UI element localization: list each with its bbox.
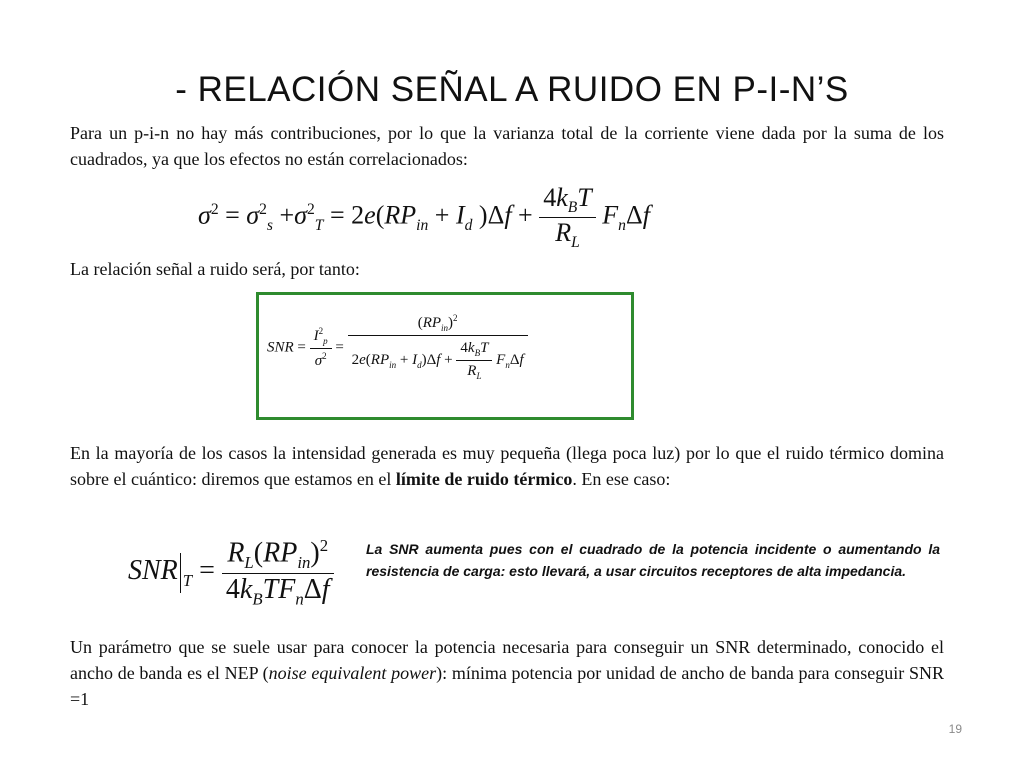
snr-equation: SNR = $\frac{I^2_p}{\sigma^2}$ = $(RP_{in})^2$ $2e(RP_{in} + I_d)\Delta f$ + $\frac{4k_BT}{R_L}$ $F_n\Delta f$ xyxy=(267,311,528,385)
variance-equation: $\sigma^2 = \sigma^2_s +\sigma^2_T = 2e(RP_{in} + I_d$ )Δf + $\frac{4k_BT}{R_L}$ $F_n\Delta f$ xyxy=(198,183,650,252)
slide-title: - RELACIÓN SEÑAL A RUIDO EN P-I-N’S xyxy=(175,70,849,109)
thermal-limit-term: límite de ruido térmico xyxy=(395,469,573,489)
page-number: 19 xyxy=(948,722,962,736)
thermal-snr-equation: SNR $_T$ = $\frac{R_L(RP_{in})^2}{4k_BTF_n\Delta f}$ xyxy=(128,536,334,610)
intro-paragraph: Para un p-i-n no hay más contribuciones, por lo que la varianza total de la corriente viene dada por la suma de los cuadrados, ya que los efectos no están correlacionados: xyxy=(70,123,944,169)
nep-paragraph: Un parámetro que se suele usar para conocer la potencia necesaria para conseguir un SNR determinado, conocido el ancho de banda es el NEP (noise equivalent power): mínima potencia por unidad de ancho de banda para conseguir SNR =1 xyxy=(70,637,944,709)
snr-note: La SNR aumenta pues con el cuadrado de la potencia incidente o aumentando la resistencia de carga: esto llevará, a usar circuitos receptores de alta impedancia. xyxy=(366,541,940,579)
snr-equation-box xyxy=(256,292,634,420)
snr-intro: La relación señal a ruido será, por tanto: xyxy=(70,259,360,279)
thermal-limit-paragraph: En la mayoría de los casos la intensidad generada es muy pequeña (llega poca luz) por lo que el ruido térmico domina sobre el cuántico: diremos que estamos en el límite de ruido térmico. En ese caso: xyxy=(70,443,944,489)
nep-term: noise equivalent power xyxy=(268,663,437,683)
